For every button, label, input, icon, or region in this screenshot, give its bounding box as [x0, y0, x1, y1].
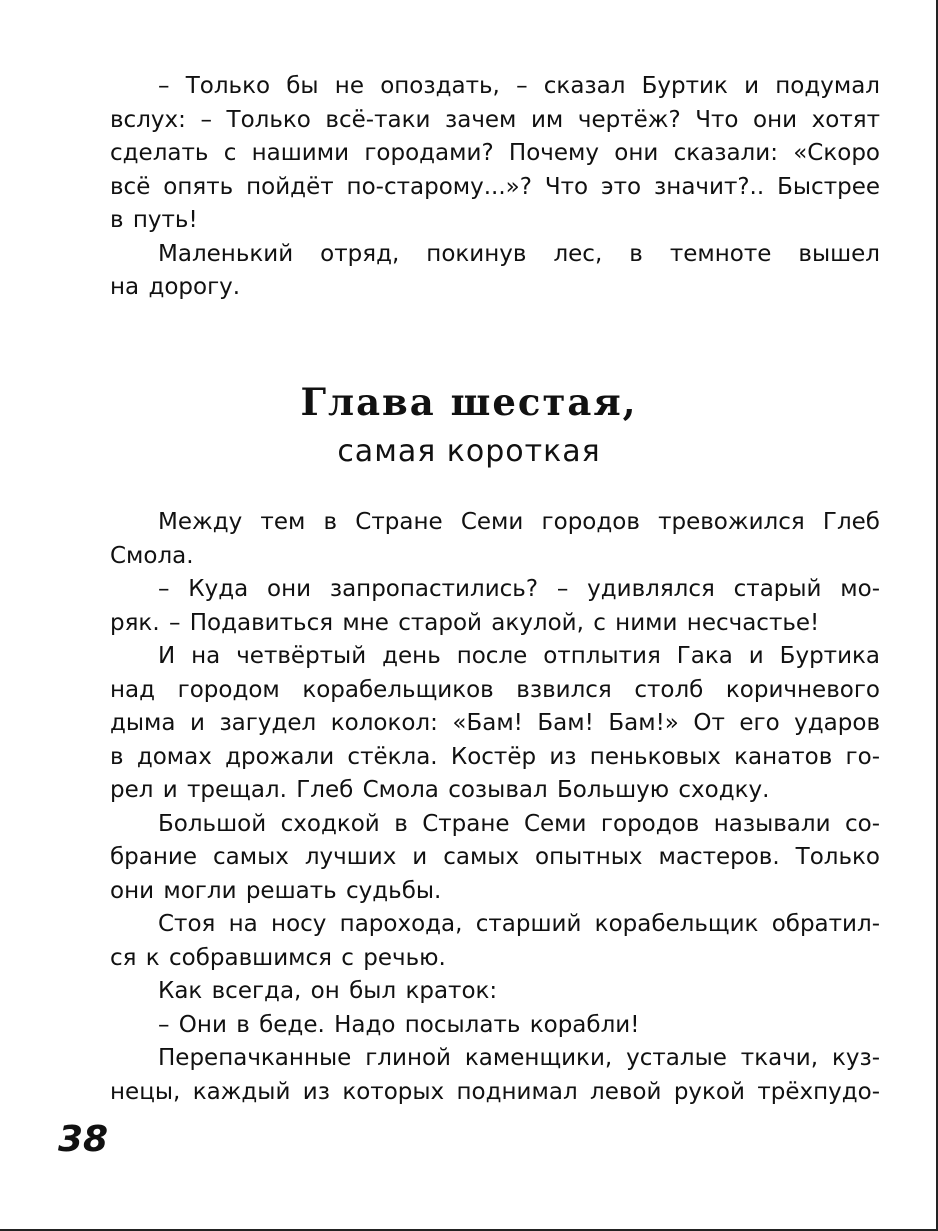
text-line: в путь! [110, 207, 198, 233]
text-line: вслух: – Только всё-таки зачем им чертёж? Что они хотят [110, 106, 880, 133]
text-line: – Они в беде. Надо посылать корабли! [158, 1011, 640, 1038]
text-line: дыма и загудел колокол: «Бам! Бам! Бам!» От его ударов [110, 710, 880, 736]
text-line: Как всегда, он был краток: [158, 978, 498, 1004]
text-line: рел и трещал. Глеб Смола созывал Большую сходку. [110, 777, 770, 803]
text-line: – Только бы не опоздать, – сказал Буртик и подумал [158, 73, 880, 99]
text-line: над городом корабельщиков взвился столб коричневого [110, 676, 880, 703]
body-text-block [110, 506, 880, 1109]
text-line: всё опять пойдёт по-старому...»? Что это значит?.. Быстрее [110, 173, 880, 200]
text-line: Между тем в Стране Семи городов тревожился Глеб [158, 509, 880, 535]
text-line: ряк. – Подавиться мне старой акулой, с ними несчастье! [110, 609, 820, 636]
text-line: на дорогу. [110, 274, 241, 300]
text-line: в домах дрожали стёкла. Костёр из пеньковых канатов го- [110, 743, 880, 770]
text-line: Стоя на носу парохода, старший корабельщик обратил- [158, 911, 880, 937]
text-line: Маленький отряд, покинув лес, в темноте вышел [158, 240, 880, 267]
text-line: ся к собравшимся с речью. [110, 944, 446, 971]
text-line: брание самых лучших и самых опытных мастеров. Только [110, 844, 880, 870]
text-line: Большой сходкой в Стране Семи городов называли со- [158, 810, 880, 837]
text-line: – Куда они запропастились? – удивлялся старый мо- [158, 576, 880, 602]
text-line: нецы, каждый из которых поднимал левой рукой трёхпудо- [110, 1078, 880, 1105]
chapter-title: Глава шестая, [300, 380, 638, 424]
chapter-subtitle: самая короткая [337, 434, 601, 469]
text-line: Смола. [110, 542, 194, 569]
page-number: 38 [58, 1119, 109, 1160]
text-line: Перепачканные глиной каменщики, усталые ткачи, куз- [158, 1045, 880, 1071]
text-line: сделать с нашими городами? Почему они сказали: «Скоро [110, 140, 880, 166]
top-text-block [110, 70, 880, 305]
text-line: они могли решать судьбы. [110, 877, 442, 904]
text-line: И на четвёртый день после отплытия Гака и Буртика [158, 643, 880, 669]
